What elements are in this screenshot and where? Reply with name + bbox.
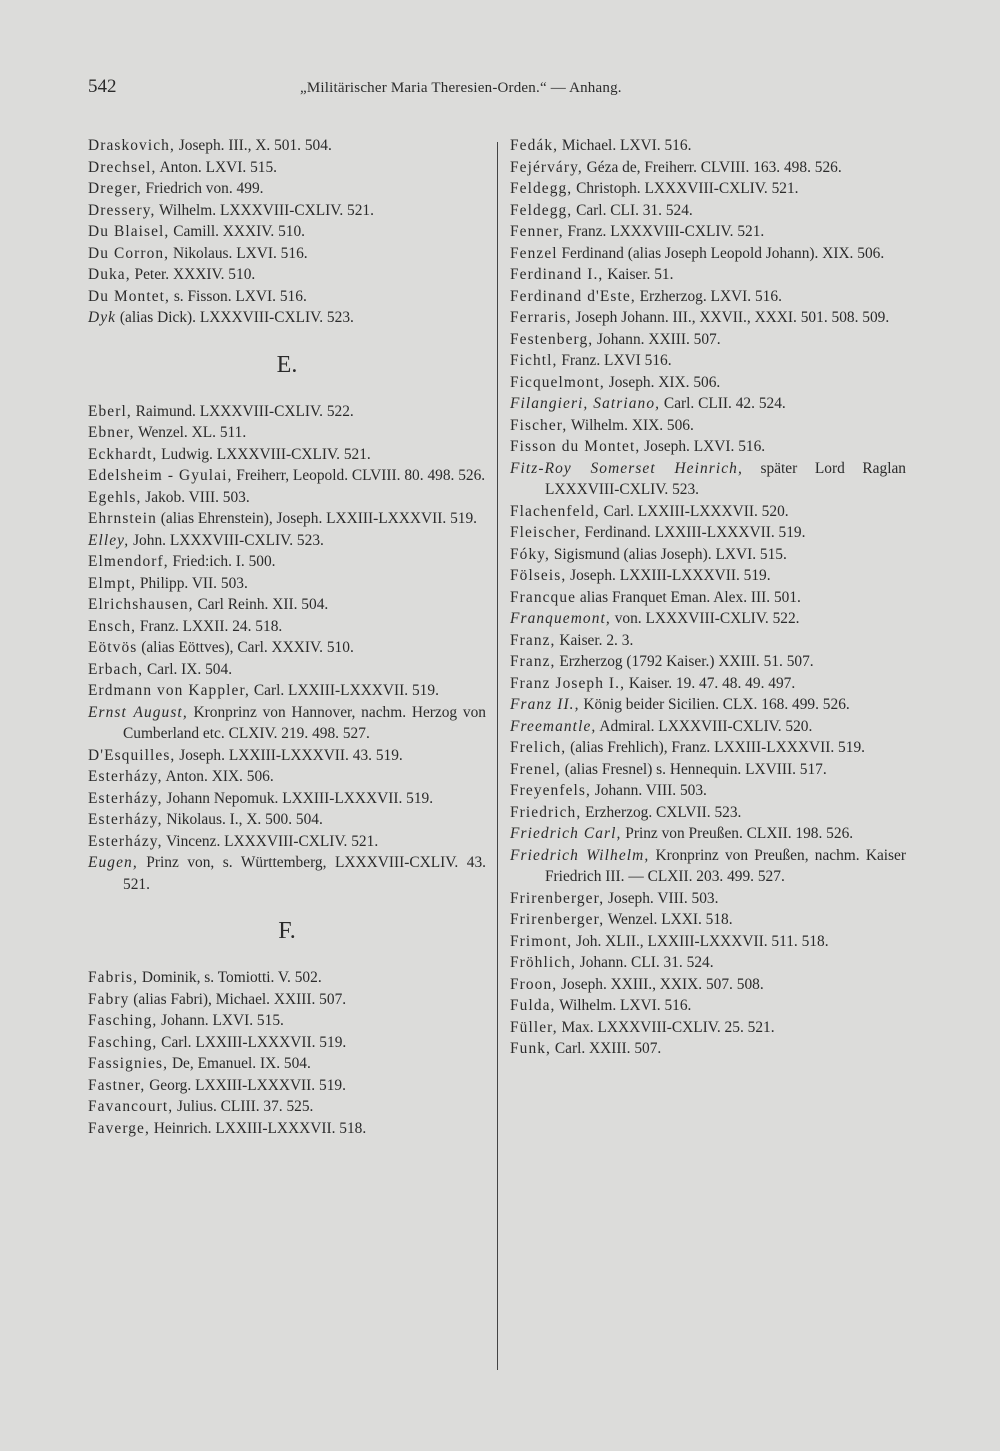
index-column-right bbox=[510, 135, 906, 1060]
index-entry bbox=[88, 831, 486, 853]
index-entry bbox=[88, 788, 486, 810]
index-entry bbox=[510, 286, 906, 308]
entry-references: Kaiser. 19. 47. 48. 49. 497. bbox=[625, 674, 796, 692]
index-entry bbox=[88, 573, 486, 595]
entry-references: von. LXXXVIII-CXLIV. 522. bbox=[610, 610, 800, 627]
entry-name: Eötvös bbox=[88, 639, 138, 656]
index-entry bbox=[510, 1017, 906, 1039]
entry-references: Erzherzog. CXLVII. 523. bbox=[581, 803, 742, 821]
index-entry bbox=[510, 974, 906, 996]
entry-name: Esterházy, bbox=[88, 811, 163, 828]
index-entry bbox=[510, 802, 906, 824]
index-entry bbox=[88, 745, 486, 767]
index-entry bbox=[510, 544, 906, 566]
entry-references: Kronprinz von Preußen, nachm. Kaiser Friedrich III. — CLXII. 203. 499. 527. bbox=[545, 846, 907, 885]
index-entry bbox=[88, 551, 486, 573]
entry-name: Egehls, bbox=[88, 488, 142, 506]
index-entry bbox=[510, 565, 906, 587]
entry-name: Fenzel bbox=[510, 244, 558, 262]
entry-name: Fisson du Montet, bbox=[510, 438, 641, 455]
index-entry bbox=[88, 594, 486, 616]
index-entry bbox=[510, 630, 906, 652]
column-divider bbox=[497, 142, 498, 1370]
entry-name: Fejérváry, bbox=[510, 158, 583, 176]
entry-name: Drechsel, bbox=[88, 158, 157, 176]
entry-name: Frelich, bbox=[510, 739, 567, 756]
section-letter: E. bbox=[276, 351, 298, 378]
entry-name: D'Esquilles, bbox=[88, 746, 176, 764]
entry-references: Kaiser. 51. bbox=[603, 266, 674, 283]
index-entry bbox=[88, 967, 486, 989]
entry-name: Frirenberger, bbox=[510, 889, 605, 907]
entry-name: Fulda, bbox=[510, 997, 556, 1014]
index-entry bbox=[510, 243, 906, 265]
entry-references: Anton. XIX. 506. bbox=[162, 768, 274, 785]
entry-references: Anton. LXVI. 515. bbox=[156, 158, 278, 176]
entry-name: Edelsheim - Gyulai, bbox=[88, 467, 233, 484]
index-entry bbox=[510, 694, 906, 716]
index-entry bbox=[510, 522, 906, 544]
entry-references: alias Franquet Eman. Alex. III. 501. bbox=[576, 588, 801, 606]
entry-references: Heinrich. LXXIII-LXXXVII. 518. bbox=[149, 1119, 367, 1137]
entry-name: Fölseis, bbox=[510, 567, 567, 584]
entry-name: Erdmann von Kappler, bbox=[88, 682, 250, 699]
index-entry bbox=[88, 200, 486, 222]
index-entry bbox=[510, 393, 906, 415]
index-entry bbox=[88, 702, 486, 745]
entry-name: Franz II., bbox=[510, 696, 580, 713]
entry-name: Draskovich, bbox=[88, 137, 175, 154]
index-entry bbox=[510, 157, 906, 179]
entry-name: Ernst August, bbox=[88, 703, 188, 721]
entry-name: Friedrich Wilhelm, bbox=[510, 846, 650, 864]
entry-references: Prinz von, s. Württemberg, LXXXVIII-CXLIV. 43. 521. bbox=[123, 854, 486, 893]
entry-name: Funk, bbox=[510, 1040, 551, 1057]
entry-references: Camill. XXXIV. 510. bbox=[169, 223, 306, 240]
index-entry bbox=[510, 952, 906, 974]
entry-references: Joseph. III., X. 501. 504. bbox=[174, 137, 332, 154]
entry-references: Wilhelm. LXVI. 516. bbox=[555, 997, 692, 1014]
index-entry bbox=[510, 931, 906, 953]
entry-name: Franz, bbox=[510, 631, 556, 649]
index-entry bbox=[510, 501, 906, 523]
entry-references: Carl. LXXIII-LXXXVII. 519. bbox=[250, 682, 439, 699]
entry-name: Favancourt, bbox=[88, 1098, 174, 1115]
index-entry bbox=[510, 759, 906, 781]
entry-name: Freyenfels, bbox=[510, 782, 591, 799]
index-entry bbox=[510, 1038, 906, 1060]
index-entry bbox=[88, 530, 486, 552]
entry-name: Du Blaisel, bbox=[88, 223, 170, 240]
index-entry bbox=[88, 1118, 486, 1140]
index-entry bbox=[88, 264, 486, 286]
entry-references: Max. LXXXVIII-CXLIV. 25. 521. bbox=[557, 1018, 775, 1036]
index-entry bbox=[510, 823, 906, 845]
entry-references: Vincenz. LXXXVIII-CXLIV. 521. bbox=[162, 832, 379, 850]
entry-name: Frenel, bbox=[510, 760, 561, 778]
index-entry bbox=[510, 780, 906, 802]
index-entry bbox=[510, 264, 906, 286]
page-number: 542 bbox=[88, 76, 117, 97]
entry-references: Carl. CLII. 42. 524. bbox=[660, 395, 786, 412]
entry-name: Elmpt, bbox=[88, 574, 137, 592]
index-entry bbox=[88, 616, 486, 638]
entry-references: Fried:ich. I. 500. bbox=[168, 553, 276, 570]
entry-references: Johann. VIII. 503. bbox=[590, 782, 707, 799]
entry-name: Francque bbox=[510, 588, 577, 606]
entry-references: Georg. LXXIII-LXXXVII. 519. bbox=[145, 1076, 346, 1094]
entry-references: später Lord Raglan LXXXVIII-CXLIV. 523. bbox=[545, 459, 906, 498]
entry-references: Wenzel. XL. 511. bbox=[134, 424, 247, 441]
entry-name: Feldegg, bbox=[510, 201, 573, 219]
index-entry bbox=[88, 766, 486, 788]
entry-references: Christoph. LXXXVIII-CXLIV. 521. bbox=[572, 180, 799, 197]
entry-references: Carl. LXXIII-LXXXVII. 520. bbox=[599, 502, 789, 520]
entry-name: Friedrich, bbox=[510, 803, 582, 821]
entry-references: John. LXXXVIII-CXLIV. 523. bbox=[129, 531, 324, 549]
entry-references: Joseph. XIX. 506. bbox=[604, 373, 721, 391]
entry-name: Ficquelmont, bbox=[510, 373, 605, 391]
entry-references: Franz. LXVI 516. bbox=[557, 352, 672, 369]
entry-name: Fassignies, bbox=[88, 1055, 169, 1072]
entry-name: Fedák, bbox=[510, 137, 559, 154]
index-entry bbox=[88, 659, 486, 681]
entry-references: Freiherr, Leopold. CLVIII. 80. 498. 526. bbox=[232, 467, 486, 484]
entry-references: Wilhelm. LXXXVIII-CXLIV. 521. bbox=[155, 201, 374, 219]
entry-name: Frirenberger, bbox=[510, 911, 605, 928]
entry-name: Duka, bbox=[88, 266, 131, 283]
entry-references: Joseph Johann. III., XXVII., XXXI. 501. 508. 509. bbox=[571, 309, 890, 326]
entry-references: Joseph. LXXIII-LXXXVII. 519. bbox=[566, 567, 771, 584]
entry-name: Ferdinand d'Este, bbox=[510, 287, 636, 305]
entry-name: Ferdinand I., bbox=[510, 266, 604, 283]
index-entry bbox=[510, 845, 906, 888]
entry-name: Franz Joseph I., bbox=[510, 674, 626, 692]
entry-name: Ensch, bbox=[88, 617, 137, 635]
entry-references: Carl. XXIII. 507. bbox=[551, 1040, 662, 1057]
index-entry bbox=[88, 1053, 486, 1075]
entry-name: Dyk bbox=[88, 309, 117, 326]
index-entry bbox=[510, 608, 906, 630]
index-entry bbox=[88, 809, 486, 831]
index-entry bbox=[88, 487, 486, 509]
entry-name: Ferraris, bbox=[510, 309, 572, 326]
index-entry bbox=[510, 178, 906, 200]
entry-name: Eberl, bbox=[88, 402, 132, 420]
entry-references: s. Fisson. LXVI. 516. bbox=[169, 287, 307, 305]
index-entry bbox=[88, 465, 486, 487]
entry-references: Peter. XXXIV. 510. bbox=[130, 266, 256, 283]
entry-references: König beider Sicilien. CLX. 168. 499. 526. bbox=[579, 696, 850, 713]
entry-name: Füller, bbox=[510, 1018, 558, 1036]
entry-name: Fasching, bbox=[88, 1012, 158, 1029]
entry-name: Fastner, bbox=[88, 1076, 146, 1094]
index-entry bbox=[88, 221, 486, 243]
entry-references: Joh. XLII., LXXIII-LXXXVII. 511. 518. bbox=[572, 932, 829, 950]
entry-name: Festenberg, bbox=[510, 330, 594, 348]
entry-name: Elrichshausen, bbox=[88, 596, 194, 613]
entry-references: (alias Ehrenstein), Joseph. LXXIII-LXXXVII. 519. bbox=[156, 510, 478, 527]
entry-name: Ehrnstein bbox=[88, 510, 157, 527]
entry-references: (alias Fresnel) s. Hennequin. LXVIII. 517. bbox=[560, 760, 827, 778]
index-entry bbox=[88, 135, 486, 157]
index-entry bbox=[88, 989, 486, 1011]
entry-name: Du Montet, bbox=[88, 287, 170, 305]
entry-references: Dominik, s. Tomiotti. V. 502. bbox=[138, 969, 322, 986]
entry-references: Carl Reinh. XII. 504. bbox=[193, 596, 329, 613]
entry-name: Fichtl, bbox=[510, 352, 558, 369]
entry-references: (alias Eöttves), Carl. XXXIV. 510. bbox=[137, 639, 354, 656]
index-entry bbox=[88, 1032, 486, 1054]
index-entry bbox=[510, 909, 906, 931]
entry-references: Johann Nepomuk. LXXIII-LXXXVII. 519. bbox=[162, 789, 434, 807]
entry-references: Admiral. LXXXVIII-CXLIV. 520. bbox=[596, 717, 813, 735]
entry-name: Fischer, bbox=[510, 416, 568, 434]
entry-references: Kaiser. 2. 3. bbox=[555, 631, 634, 649]
index-entry bbox=[510, 415, 906, 437]
entry-name: Feldegg, bbox=[510, 180, 573, 197]
index-entry bbox=[510, 436, 906, 458]
entry-name: Faverge, bbox=[88, 1119, 150, 1137]
entry-references: Carl. CLI. 31. 524. bbox=[572, 201, 693, 219]
index-entry bbox=[510, 587, 906, 609]
entry-references: Johann. CLI. 31. 524. bbox=[575, 954, 714, 971]
index-entry bbox=[88, 243, 486, 265]
entry-name: Fleischer, bbox=[510, 524, 581, 541]
entry-references: Ferdinand (alias Joseph Leopold Johann). XIX. 506. bbox=[557, 244, 885, 262]
entry-references: Ludwig. LXXXVIII-CXLIV. 521. bbox=[157, 445, 371, 463]
entry-references: Joseph. VIII. 503. bbox=[604, 889, 719, 907]
entry-references: Friedrich von. 499. bbox=[141, 180, 264, 197]
index-entry bbox=[510, 329, 906, 351]
entry-references: (alias Fabri), Michael. XXIII. 507. bbox=[129, 990, 347, 1008]
index-entry bbox=[88, 286, 486, 308]
index-entry bbox=[88, 401, 486, 423]
section-letter: F. bbox=[278, 918, 296, 944]
entry-references: Johann. XXIII. 507. bbox=[593, 330, 721, 348]
entry-name: Fasching, bbox=[88, 1033, 158, 1051]
entry-name: Froon, bbox=[510, 975, 558, 993]
entry-references: Wenzel. LXXI. 518. bbox=[604, 911, 733, 928]
entry-references: Franz. LXXXVIII-CXLIV. 521. bbox=[563, 223, 765, 240]
entry-references: Johann. LXVI. 515. bbox=[157, 1012, 284, 1029]
page-header bbox=[0, 76, 1000, 106]
index-entry bbox=[510, 651, 906, 673]
index-entry bbox=[510, 737, 906, 759]
entry-name: Fenner, bbox=[510, 223, 564, 240]
entry-name: Esterházy, bbox=[88, 768, 163, 785]
entry-name: Fabris, bbox=[88, 969, 139, 986]
entry-references: Carl. LXXIII-LXXXVII. 519. bbox=[157, 1033, 347, 1051]
entry-references: Erzherzog. LXVI. 516. bbox=[635, 287, 782, 305]
entry-references: Sigismund (alias Joseph). LXVI. 515. bbox=[550, 545, 787, 563]
entry-name: Freemantle, bbox=[510, 717, 597, 735]
entry-references: Jakob. VIII. 503. bbox=[141, 488, 250, 506]
index-entry bbox=[88, 1010, 486, 1032]
entry-name: Elmendorf, bbox=[88, 553, 169, 570]
entry-name: Dreger, bbox=[88, 180, 142, 197]
entry-name: Dressery, bbox=[88, 201, 156, 219]
entry-name: Fóky, bbox=[510, 545, 550, 563]
entry-name: Fitz-Roy Somerset Heinrich, bbox=[510, 459, 743, 477]
index-entry bbox=[88, 1075, 486, 1097]
entry-name: Frimont, bbox=[510, 932, 573, 950]
running-title: „Militärischer Maria Theresien-Orden.“ — Anhang. bbox=[300, 80, 622, 96]
entry-name: Franz, bbox=[510, 653, 556, 670]
entry-name: Fröhlich, bbox=[510, 954, 576, 971]
index-entry bbox=[510, 673, 906, 695]
entry-references: Raimund. LXXXVIII-CXLIV. 522. bbox=[131, 402, 354, 420]
entry-name: Filangieri, Satriano, bbox=[510, 395, 661, 412]
index-entry bbox=[88, 852, 486, 895]
entry-references: De, Emanuel. IX. 504. bbox=[168, 1055, 311, 1072]
entry-name: Du Corron, bbox=[88, 244, 170, 262]
index-entry bbox=[510, 350, 906, 372]
index-entry bbox=[88, 307, 486, 329]
entry-name: Esterházy, bbox=[88, 832, 163, 850]
index-entry bbox=[88, 157, 486, 179]
entry-name: Eckhardt, bbox=[88, 445, 158, 463]
entry-references: Joseph. LXXIII-LXXXVII. 43. 519. bbox=[175, 746, 403, 764]
entry-name: Fabry bbox=[88, 990, 130, 1008]
entry-name: Erbach, bbox=[88, 660, 144, 678]
index-entry bbox=[88, 178, 486, 200]
index-entry bbox=[510, 307, 906, 329]
entry-references: Géza de, Freiherr. CLVIII. 163. 498. 526. bbox=[582, 158, 842, 176]
entry-references: Ferdinand. LXXIII-LXXXVII. 519. bbox=[580, 524, 806, 541]
entry-references: Erzherzog (1792 Kaiser.) XXIII. 51. 507. bbox=[555, 653, 814, 670]
entry-references: Philipp. VII. 503. bbox=[136, 574, 248, 592]
index-entry bbox=[510, 221, 906, 243]
index-entry bbox=[510, 995, 906, 1017]
entry-name: Ebner, bbox=[88, 424, 135, 441]
entry-references: Franz. LXXII. 24. 518. bbox=[136, 617, 283, 635]
entry-name: Friedrich Carl, bbox=[510, 825, 622, 842]
index-entry bbox=[510, 716, 906, 738]
entry-references: Nikolaus. LXVI. 516. bbox=[169, 244, 308, 262]
entry-references: Kronprinz von Hannover, nachm. Herzog von Cumberland etc. CLXIV. 219. 498. 527. bbox=[123, 703, 486, 742]
index-entry bbox=[88, 637, 486, 659]
entry-name: Elley, bbox=[88, 531, 130, 549]
index-entry bbox=[510, 888, 906, 910]
entry-name: Esterházy, bbox=[88, 789, 163, 807]
index-entry bbox=[88, 444, 486, 466]
entry-references: Nikolaus. I., X. 500. 504. bbox=[162, 811, 323, 828]
entry-references: Prinz von Preußen. CLXII. 198. 526. bbox=[621, 825, 854, 842]
entry-name: Eugen, bbox=[88, 854, 138, 871]
entry-references: Julius. CLIII. 37. 525. bbox=[173, 1098, 314, 1115]
entry-references: Carl. IX. 504. bbox=[143, 660, 233, 678]
entry-references: Wilhelm. XIX. 506. bbox=[567, 416, 694, 434]
index-entry bbox=[510, 372, 906, 394]
index-entry bbox=[510, 200, 906, 222]
entry-references: Joseph. XXIII., XXIX. 507. 508. bbox=[557, 975, 764, 993]
index-entry bbox=[510, 458, 906, 501]
index-entry bbox=[88, 422, 486, 444]
entry-references: (alias Frehlich), Franz. LXXIII-LXXXVII. 519. bbox=[566, 739, 865, 756]
entry-name: Franquemont, bbox=[510, 610, 611, 627]
index-entry bbox=[510, 135, 906, 157]
index-column-left bbox=[88, 135, 486, 1139]
index-entry bbox=[88, 508, 486, 530]
entry-references: Joseph. LXVI. 516. bbox=[640, 438, 766, 455]
entry-references: Michael. LXVI. 516. bbox=[558, 137, 692, 154]
index-entry bbox=[88, 1096, 486, 1118]
index-entry bbox=[88, 680, 486, 702]
entry-name: Flachenfeld, bbox=[510, 502, 600, 520]
entry-references: (alias Dick). LXXXVIII-CXLIV. 523. bbox=[116, 309, 354, 326]
